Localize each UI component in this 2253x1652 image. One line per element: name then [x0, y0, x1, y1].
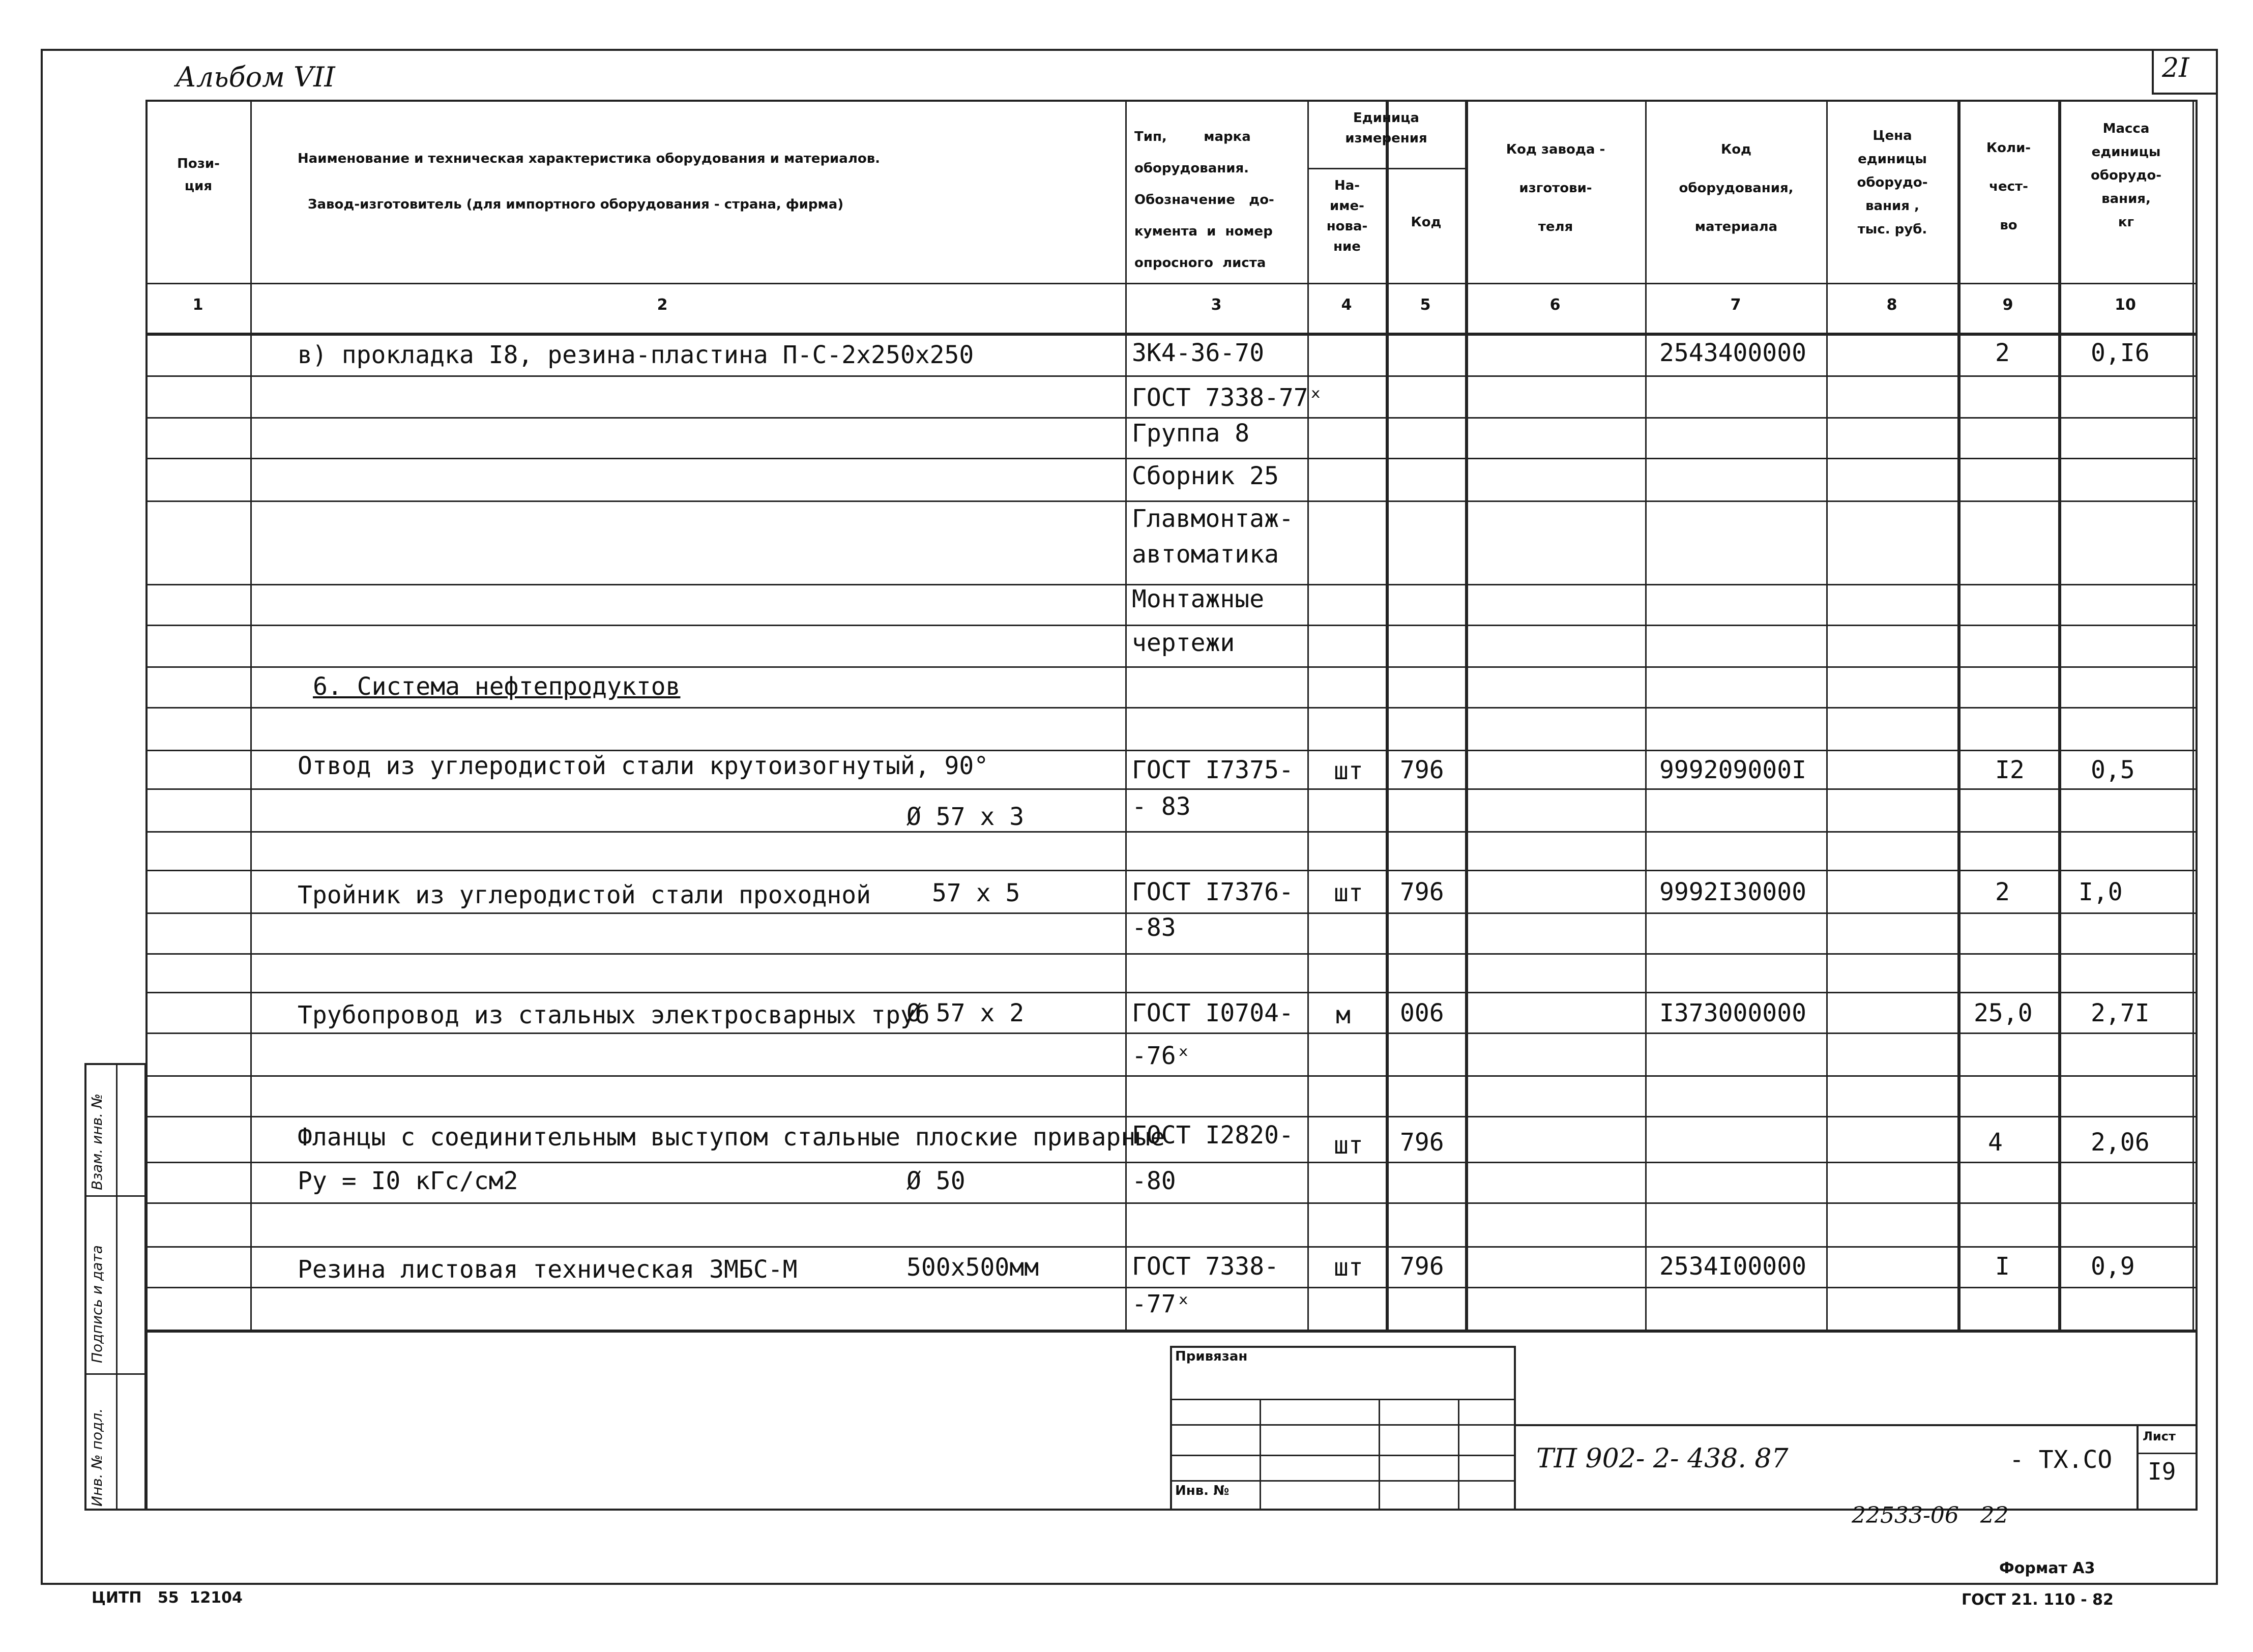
row17-ucode: 796	[1400, 1252, 1444, 1281]
row13-name: Трубопровод из стальных электросварных труб	[298, 1001, 930, 1029]
colnum-2: 2	[657, 296, 668, 314]
album-label: Альбом VII	[175, 61, 335, 93]
row16-dim: Ø 50	[906, 1167, 965, 1195]
row17-unit: шт	[1334, 1253, 1363, 1282]
row16-name: Ру = I0 кГс/см2	[298, 1167, 518, 1195]
row11-mass: I,0	[2079, 878, 2123, 906]
colnum-10: 10	[2115, 296, 2136, 314]
header-col1: Пози- ция	[177, 156, 220, 194]
row9-doc: ГОСТ I7375-	[1132, 756, 1294, 784]
colnum-9: 9	[2002, 296, 2013, 314]
sheet-number: 2I	[2162, 53, 2189, 83]
row9-qty: I2	[1995, 756, 2025, 784]
side-label-inventory: Инв. № подл.	[89, 1408, 105, 1507]
row10-doc: - 83	[1132, 792, 1191, 821]
header-col5: Код	[1411, 215, 1442, 230]
colnum-6: 6	[1549, 296, 1561, 314]
row15-unit: шт	[1334, 1131, 1363, 1160]
colnum-7: 7	[1730, 296, 1741, 314]
row9-name: Отвод из углеродистой стали крутоизогнутый, 90°	[298, 752, 989, 780]
colnum-3: 3	[1211, 296, 1222, 314]
row9-code: 999209000I	[1659, 756, 1806, 784]
side-label-replace: Взам. инв. №	[89, 1093, 105, 1190]
row0-name: в) прокладка I8, резина-пластина П-С-2х250х250	[298, 341, 974, 369]
format-label: Формат А3	[1999, 1559, 2095, 1577]
archive-number: 22533-06 22	[1852, 1502, 2009, 1528]
row17-name: Резина листовая техническая ЗМБС-М	[298, 1255, 798, 1284]
gost-label: ГОСТ 21. 110 - 82	[1962, 1591, 2114, 1609]
colnum-4: 4	[1341, 296, 1352, 314]
row11-qty: 2	[1995, 878, 2010, 906]
row9-unit: шт	[1334, 757, 1363, 785]
citp-label: ЦИТП 55 12104	[92, 1589, 243, 1607]
row16-doc: -80	[1132, 1167, 1176, 1195]
row7-doc: чертежи	[1132, 629, 1235, 657]
sheet-label: Лист	[2143, 1429, 2176, 1443]
row13-mass: 2,7I	[2091, 999, 2150, 1027]
header-unit-group: Единица измерения	[1345, 110, 1427, 146]
header-col10: Масса единицы оборудо- вания, кг	[2090, 121, 2162, 230]
row11-name: Тройник из углеродистой стали проходной	[298, 881, 871, 909]
header-col8: Цена единицы оборудо- вания , тыс. руб.	[1857, 128, 1928, 237]
header-col2-line1: Наименование и техническая характеристика оборудования и материалов.	[298, 151, 881, 166]
colnum-1: 1	[192, 296, 203, 314]
row11-doc: ГОСТ I7376-	[1132, 878, 1294, 906]
row18-doc: -77ˣ	[1132, 1290, 1191, 1318]
section-title: 6. Система нефтепродуктов	[313, 672, 681, 701]
header-col4: На- име- нова- ние	[1326, 178, 1368, 254]
row13-ucode: 006	[1400, 999, 1444, 1027]
row15-name: Фланцы с соединительным выступом стальные плоские приварные	[298, 1123, 1165, 1152]
header-col2-line2: Завод-изготовитель (для импортного оборудования - страна, фирма)	[308, 197, 844, 212]
row9-mass: 0,5	[2091, 756, 2135, 784]
row0-code: 2543400000	[1659, 339, 1806, 367]
row13-unit: м	[1336, 1001, 1351, 1029]
row17-code: 2534I00000	[1659, 1252, 1806, 1281]
row4-doc: Главмонтаж-	[1132, 505, 1294, 533]
row17-mass: 0,9	[2091, 1252, 2135, 1281]
row11-code: 9992I30000	[1659, 878, 1806, 906]
row5-doc: автоматика	[1132, 540, 1279, 569]
row0-mass: 0,I6	[2091, 339, 2150, 367]
row15-mass: 2,06	[2091, 1128, 2150, 1157]
inv-label: Инв. №	[1175, 1483, 1230, 1498]
row1-doc: ГОСТ 7338-77ˣ	[1132, 383, 1323, 412]
row10-dim: Ø 57 х 3	[906, 803, 1025, 831]
row15-doc: ГОСТ I2820-	[1132, 1121, 1294, 1149]
row11-unit: шт	[1334, 879, 1363, 907]
row17-dim: 500х500мм	[906, 1253, 1039, 1282]
row13-dim: Ø 57 х 2	[906, 999, 1025, 1027]
designation-suffix: - ТХ.СО	[2009, 1446, 2113, 1474]
row9-ucode: 796	[1400, 756, 1444, 784]
row14-doc: -76ˣ	[1132, 1042, 1191, 1070]
row11-dim: 57 х 5	[932, 879, 1020, 907]
row11-ucode: 796	[1400, 878, 1444, 906]
row12-doc: -83	[1132, 913, 1176, 942]
row13-qty: 25,0	[1974, 999, 2033, 1027]
row15-qty: 4	[1988, 1128, 2003, 1157]
row2-doc: Группа 8	[1132, 419, 1250, 448]
row13-doc: ГОСТ I0704-	[1132, 999, 1294, 1027]
side-label-signature: Подпись и дата	[89, 1245, 105, 1363]
row3-doc: Сборник 25	[1132, 462, 1279, 490]
header-col3: Тип, марка оборудования. Обозначение до- кумента и номер опросного листа	[1134, 129, 1274, 271]
header-col7: Код оборудования, материала	[1679, 142, 1794, 234]
row17-qty: I	[1995, 1252, 2010, 1281]
header-col9: Коли- чест- во	[1986, 140, 2031, 233]
sheet-value: I9	[2148, 1458, 2176, 1485]
designation: ТП 902- 2- 438. 87	[1536, 1443, 1789, 1474]
header-col6: Код завода - изготови- теля	[1506, 142, 1605, 234]
row0-doc: 3К4-36-70	[1132, 339, 1265, 367]
bound-label: Привязан	[1175, 1349, 1248, 1364]
row15-ucode: 796	[1400, 1128, 1444, 1157]
row6-doc: Монтажные	[1132, 585, 1265, 613]
row13-code: I373000000	[1659, 999, 1806, 1027]
colnum-5: 5	[1420, 296, 1431, 314]
colnum-8: 8	[1886, 296, 1897, 314]
row17-doc: ГОСТ 7338-	[1132, 1252, 1279, 1281]
row0-qty: 2	[1995, 339, 2010, 367]
